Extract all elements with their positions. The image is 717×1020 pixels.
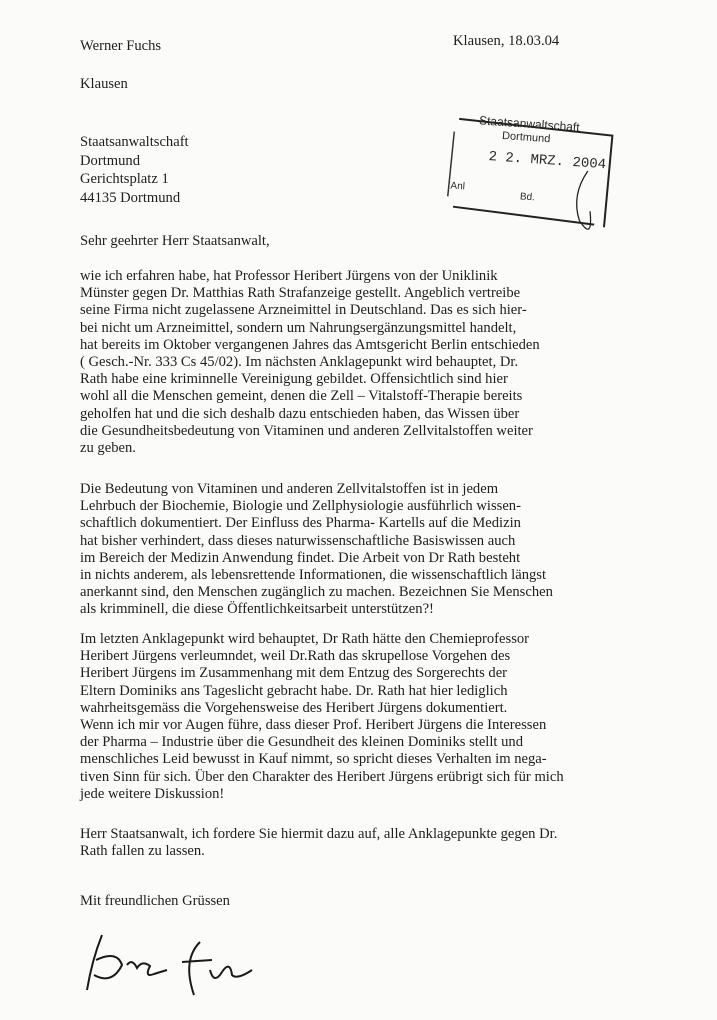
recipient-address xyxy=(80,134,189,209)
body-text-line: zu geben. xyxy=(80,439,136,456)
body-text-line: Im letzten Anklagepunkt wird behauptet, Dr Rath hätte den Chemieprofessor xyxy=(80,631,530,647)
body-text-line: tiven Sinn für sich. Über den Charakter des Heribert Jürgens erübrigt sich für mich xyxy=(80,768,564,785)
body-text-line: Herr Staatsanwalt, ich fordere Sie hiermit dazu auf, alle Anklagepunkte gegen Dr. xyxy=(80,826,558,842)
body-text-line: wahrheitsgemäss die Vorgehensweise des Heribert Jürgens dokumentiert. xyxy=(80,699,508,716)
body-text-line: jede weitere Diskussion! xyxy=(80,785,225,802)
stamp-date: 2 2. MRZ. 2004 xyxy=(488,149,607,174)
salutation: Sehr geehrter Herr Staatsanwalt, xyxy=(80,233,270,249)
body-text-line: Heribert Jürgens verleumndet, weil Dr.Rath das skrupellose Vorgehen des xyxy=(80,648,511,665)
paragraph-4 xyxy=(80,826,557,860)
body-text-line: schaftlich dokumentiert. Der Einfluss des Pharma- Kartells auf die Medizin xyxy=(80,515,521,532)
closing: Mit freundlichen Grüssen xyxy=(80,893,230,909)
paragraph-3 xyxy=(80,631,564,803)
stamp-bd: Bd. xyxy=(519,191,536,204)
received-stamp xyxy=(444,106,616,227)
body-text-line: hat bisher verhindert, dass dieses naturwissenschaftliche Basiswissen auch xyxy=(80,532,516,549)
body-text-line: anerkannt sind, den Menschen zugänglich zu machen. Bezeichnen Sie Menschen xyxy=(80,584,553,601)
body-text-line: der Pharma – Industrie über die Gesundheit des kleinen Dominiks stellt und xyxy=(80,734,523,751)
body-text-line: Münster gegen Dr. Matthias Rath Strafanzeige gestellt. Angeblich vertreibe xyxy=(80,285,521,302)
sender-city: Klausen xyxy=(80,76,128,92)
place-date: Klausen, 18.03.04 xyxy=(453,33,560,49)
stamp-authority: Staatsanwaltschaft xyxy=(478,113,581,135)
paragraph-2 xyxy=(80,481,553,619)
body-text-line: seine Firma nicht zugelassene Arzneimittel in Deutschland. Das es sich hier- xyxy=(80,302,527,319)
body-text-line: die Gesundheitsbedeutung von Vitaminen und anderen Zellvitalstoffen weiter xyxy=(80,422,533,439)
body-text-line: Die Bedeutung von Vitaminen und anderen Zellvitalstoffen ist in jedem xyxy=(80,481,499,497)
body-text-line: als krimminell, die diese Öffentlichkeitsarbeit unterstützen?! xyxy=(80,601,434,618)
stamp-city: Dortmund xyxy=(501,129,551,146)
body-text-line: Wenn ich mir vor Augen führe, dass dieser Prof. Heribert Jürgens die Interessen xyxy=(80,716,547,733)
body-text-line: wohl all die Menschen gemeint, denen die Zell – Vitalstoff-Therapie bereits xyxy=(80,388,523,405)
body-text-line: hat bereits im Oktober vergangenen Jahres das Amtsgericht Berlin entschieden xyxy=(80,336,540,353)
address-line: 44135 Dortmund xyxy=(80,190,181,207)
body-text-line: bei nicht um Arzneimittel, sondern um Nahrungsergänzungsmittel handelt, xyxy=(80,319,517,336)
body-text-line: Heribert Jürgens im Zusammenhang mit dem Entzug des Sorgerechts der xyxy=(80,665,508,682)
paragraph-1 xyxy=(80,268,540,457)
body-text-line: in nichts anderem, als lebensrettende Informationen, die wissenschaftlich längst xyxy=(80,566,547,583)
address-line: Gerichtsplatz 1 xyxy=(80,171,169,188)
body-text-line: ( Gesch.-Nr. 333 Cs 45/02). Im nächsten Anklagepunkt wird behauptet, Dr. xyxy=(80,353,519,370)
sender-name: Werner Fuchs xyxy=(80,38,162,54)
handwritten-signature xyxy=(82,930,262,1000)
stamp-anl: Anl xyxy=(450,180,466,193)
body-text-line: Rath habe eine kriminnelle Vereinigung gebildet. Offensichtlich sind hier xyxy=(80,371,508,388)
body-text-line: im Bereich der Medizin Anwendung findet. Die Arbeit von Dr Rath besteht xyxy=(80,549,521,566)
address-line: Staatsanwaltschaft xyxy=(80,134,189,150)
body-text-line: Rath fallen zu lassen. xyxy=(80,843,205,860)
body-text-line: Lehrbuch der Biochemie, Biologie und Zellphysiologie ausführlich wissen- xyxy=(80,498,521,515)
address-line: Dortmund xyxy=(80,152,140,169)
body-text-line: geholfen hat und die sich deshalb dazu entschieden haben, das Wissen über xyxy=(80,405,520,422)
body-text-line: Eltern Dominiks ans Tageslicht gebracht habe. Dr. Rath hat hier lediglich xyxy=(80,682,508,699)
body-text-line: wie ich erfahren habe, hat Professor Heribert Jürgens von der Uniklinik xyxy=(80,268,498,284)
body-text-line: menschliches Leid bewusst in Kauf nimmt, so spricht dieses Verhalten im nega- xyxy=(80,751,547,768)
